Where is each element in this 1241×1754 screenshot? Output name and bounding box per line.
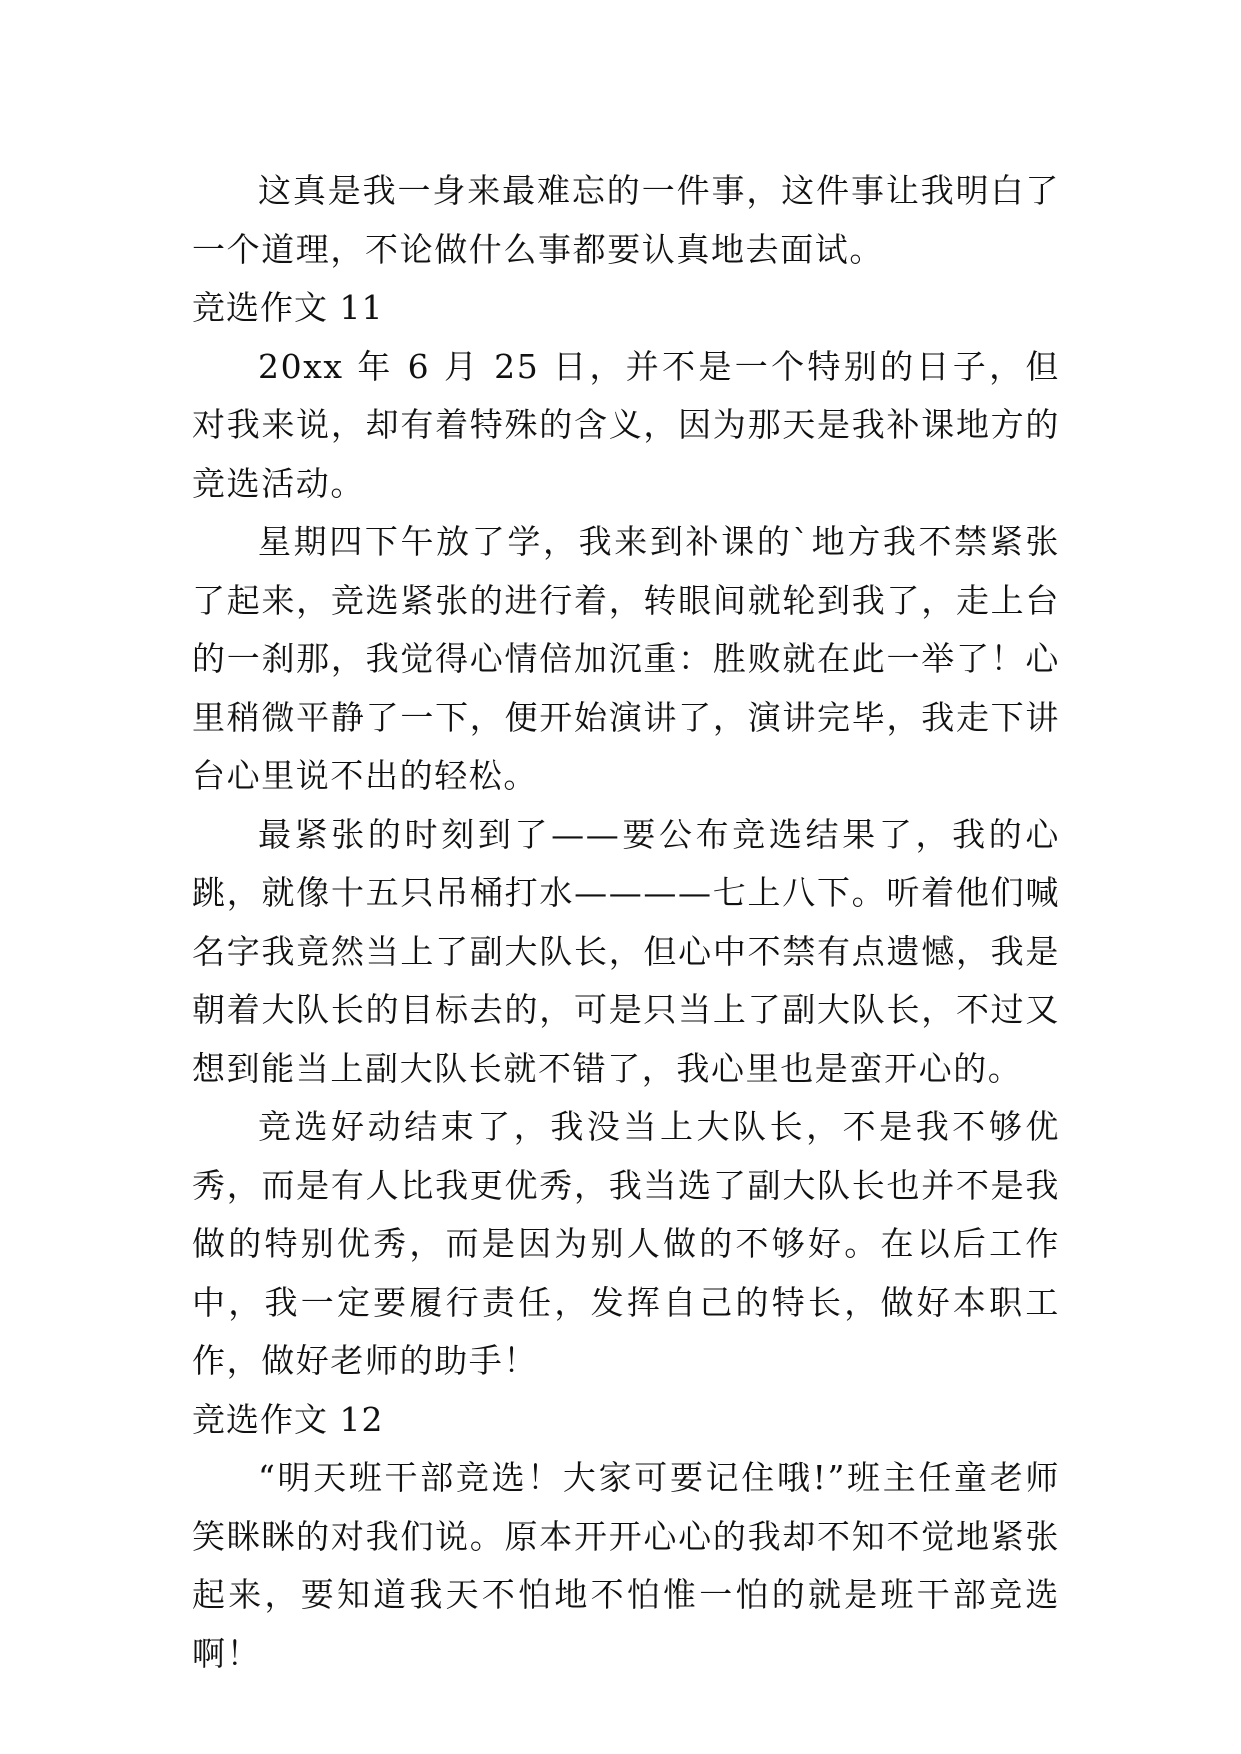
- paragraph: “明天班干部竞选！大家可要记住哦!”班主任童老师笑眯眯的对我们说。原本开开心心的我却不知不觉地紧张起来，要知道我天不怕地不怕惟一怕的就是班干部竞选啊！: [192, 1458, 1060, 1673]
- paragraph: 最紧张的时刻到了——要公布竞选结果了，我的心跳，就像十五只吊桶打水————七上八下。听着他们喊名字我竟然当上了副大队长，但心中不禁有点遗憾，我是朝着大队长的目标去的，可是只当上了副大队长，不过又想到能当上副大队长就不错了，我心里也是蛮开心的。: [192, 814, 1060, 1088]
- section-heading: 竞选作文 11: [192, 288, 384, 327]
- paragraph: 这真是我一身来最难忘的一件事，这件事让我明白了一个道理，不论做什么事都要认真地去面试。: [192, 171, 1060, 269]
- paragraph: 竞选好动结束了，我没当上大队长，不是我不够优秀，而是有人比我更优秀，我当选了副大队长也并不是我做的特别优秀，而是因为别人做的不够好。在以后工作中，我一定要履行责任，发挥自己的特长，做好本职工作，做好老师的助手！: [192, 1107, 1060, 1380]
- paragraph: 20xx 年 6 月 25 日，并不是一个特别的日子，但对我来说，却有着特殊的含义，因为那天是我补课地方的竞选活动。: [192, 346, 1060, 503]
- document-page: [192, 162, 1060, 1683]
- paragraph: 星期四下午放了学，我来到补课的`地方我不禁紧张了起来，竞选紧张的进行着，转眼间就轮到我了，走上台的一刹那，我觉得心情倍加沉重：胜败就在此一举了！心里稍微平静了一下，便开始演讲了，演讲完毕，我走下讲台心里说不出的轻松。: [192, 522, 1060, 795]
- section-heading: 竞选作文 12: [192, 1399, 384, 1439]
